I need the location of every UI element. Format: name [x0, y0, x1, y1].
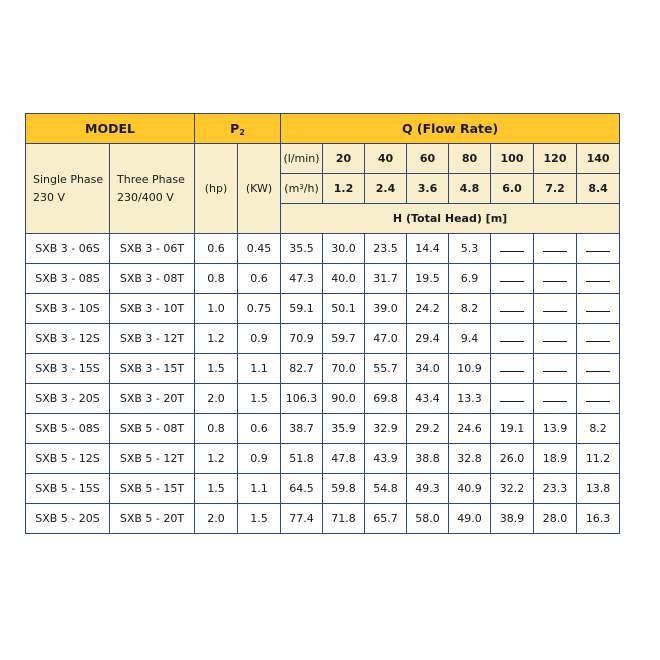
no-value-dash [500, 305, 524, 312]
head-value-cell: 26.0 [491, 444, 534, 474]
head-value-cell: 40.9 [449, 474, 491, 504]
head-value-cell [491, 354, 534, 384]
head-value-cell [534, 384, 577, 414]
m3h-unit: $(m^3/h)$ [281, 174, 323, 204]
head-value-cell: 71.8 [323, 504, 365, 534]
head-value-cell: 59.1 [281, 294, 323, 324]
table-row [26, 474, 620, 504]
head-value-cell: 43.9 [365, 444, 407, 474]
head-value-cell: 64.5 [281, 474, 323, 504]
no-value-dash [500, 275, 524, 282]
head-value-cell: 38.9 [491, 504, 534, 534]
table-row [26, 444, 620, 474]
head-value-cell [491, 234, 534, 264]
model-three-cell: SXB 3 - 12T [110, 324, 195, 354]
head-value-cell: 24.6 [449, 414, 491, 444]
no-value-dash [543, 365, 567, 372]
model-three-cell: SXB 3 - 20T [110, 384, 195, 414]
head-value-cell: 43.4 [407, 384, 449, 414]
head-value-cell: 30.0 [323, 234, 365, 264]
flow-lmin-cell: 80 [449, 144, 491, 174]
hp-value-cell: 1.2 [195, 324, 238, 354]
head-value-cell: 32.9 [365, 414, 407, 444]
no-value-dash [500, 245, 524, 252]
head-value-cell: 70.9 [281, 324, 323, 354]
head-value-cell: 70.0 [323, 354, 365, 384]
lmin-unit: (l/min) [281, 144, 323, 174]
kw-value-cell: 0.9 [238, 324, 281, 354]
head-value-cell: 39.0 [365, 294, 407, 324]
model-single-cell: SXB 3 - 15S [26, 354, 110, 384]
model-single-cell: SXB 3 - 10S [26, 294, 110, 324]
head-value-cell: 29.4 [407, 324, 449, 354]
hp-value-cell: 0.8 [195, 264, 238, 294]
model-three-cell: SXB 5 - 08T [110, 414, 195, 444]
table-row [26, 384, 620, 414]
hp-value-cell: 2.0 [195, 504, 238, 534]
head-value-cell: 49.3 [407, 474, 449, 504]
single-phase-header: Single Phase 230 V [26, 144, 110, 234]
kw-header: (KW) [238, 144, 281, 234]
head-value-cell: 35.9 [323, 414, 365, 444]
head-value-cell: 24.2 [407, 294, 449, 324]
no-value-dash [586, 305, 610, 312]
head-value-cell: 35.5 [281, 234, 323, 264]
head-value-cell: 31.7 [365, 264, 407, 294]
model-single-cell: SXB 3 - 08S [26, 264, 110, 294]
head-value-cell: 40.0 [323, 264, 365, 294]
flow-m3h-cell: 1.2 [323, 174, 365, 204]
three-phase-header: Three Phase 230/400 V [110, 144, 195, 234]
head-value-cell [491, 264, 534, 294]
table-row [26, 354, 620, 384]
no-value-dash [543, 245, 567, 252]
hp-value-cell: 1.0 [195, 294, 238, 324]
head-value-cell: 8.2 [577, 414, 620, 444]
head-value-cell [577, 384, 620, 414]
no-value-dash [543, 275, 567, 282]
head-value-cell: 32.8 [449, 444, 491, 474]
header-row-groups [26, 114, 620, 144]
head-value-cell: 59.7 [323, 324, 365, 354]
table-row [26, 324, 620, 354]
no-value-dash [543, 305, 567, 312]
no-value-dash [586, 365, 610, 372]
table-body [26, 114, 620, 234]
model-single-cell: SXB 5 - 08S [26, 414, 110, 444]
model-single-cell: SXB 5 - 20S [26, 504, 110, 534]
no-value-dash [500, 365, 524, 372]
head-value-cell: 23.5 [365, 234, 407, 264]
head-value-cell: 6.9 [449, 264, 491, 294]
head-value-cell: 59.8 [323, 474, 365, 504]
no-value-dash [500, 395, 524, 402]
head-value-cell: 8.2 [449, 294, 491, 324]
head-value-cell [491, 384, 534, 414]
head-value-cell [534, 354, 577, 384]
head-value-cell: 90.0 [323, 384, 365, 414]
head-value-cell: 14.4 [407, 234, 449, 264]
kw-value-cell: 1.1 [238, 354, 281, 384]
kw-value-cell: 0.45 [238, 234, 281, 264]
p2-header: P2 [195, 114, 281, 144]
head-value-cell: 54.8 [365, 474, 407, 504]
head-value-cell: 38.7 [281, 414, 323, 444]
model-three-cell: SXB 5 - 12T [110, 444, 195, 474]
head-value-cell: 50.1 [323, 294, 365, 324]
kw-value-cell: 1.1 [238, 474, 281, 504]
hp-header: (hp) [195, 144, 238, 234]
flow-lmin-cell: 60 [407, 144, 449, 174]
head-value-cell: 65.7 [365, 504, 407, 534]
head-value-cell: 28.0 [534, 504, 577, 534]
head-value-cell: 19.5 [407, 264, 449, 294]
kw-value-cell: 0.6 [238, 414, 281, 444]
table-row [26, 504, 620, 534]
head-value-cell: 11.2 [577, 444, 620, 474]
flow-lmin-cell: 20 [323, 144, 365, 174]
flow-m3h-cell: 7.2 [534, 174, 577, 204]
head-value-cell: 23.3 [534, 474, 577, 504]
header-row-lmin [26, 144, 620, 174]
head-value-cell: 10.9 [449, 354, 491, 384]
head-value-cell [534, 294, 577, 324]
head-value-cell: 51.8 [281, 444, 323, 474]
flow-m3h-cell: 8.4 [577, 174, 620, 204]
head-value-cell: 55.7 [365, 354, 407, 384]
kw-value-cell: 1.5 [238, 384, 281, 414]
hp-value-cell: 1.5 [195, 474, 238, 504]
no-value-dash [543, 395, 567, 402]
hp-value-cell: 0.8 [195, 414, 238, 444]
head-value-cell: 19.1 [491, 414, 534, 444]
head-value-cell [534, 324, 577, 354]
no-value-dash [586, 245, 610, 252]
head-value-cell: 29.2 [407, 414, 449, 444]
model-single-cell: SXB 3 - 12S [26, 324, 110, 354]
flow-lmin-cell: 140 [577, 144, 620, 174]
no-value-dash [500, 335, 524, 342]
head-value-cell: 13.8 [577, 474, 620, 504]
model-header: MODEL [26, 114, 195, 144]
model-three-cell: SXB 5 - 15T [110, 474, 195, 504]
model-three-cell: SXB 5 - 20T [110, 504, 195, 534]
hp-value-cell: 1.2 [195, 444, 238, 474]
total-head-header: H (Total Head) [m] [281, 204, 620, 234]
head-value-cell [577, 264, 620, 294]
head-value-cell [577, 234, 620, 264]
no-value-dash [586, 395, 610, 402]
model-single-cell: SXB 3 - 06S [26, 234, 110, 264]
model-three-cell: SXB 3 - 08T [110, 264, 195, 294]
data-rows [26, 234, 620, 534]
head-value-cell: 106.3 [281, 384, 323, 414]
no-value-dash [543, 335, 567, 342]
head-value-cell: 18.9 [534, 444, 577, 474]
no-value-dash [586, 335, 610, 342]
kw-value-cell: 0.6 [238, 264, 281, 294]
flow-m3h-cell: 6.0 [491, 174, 534, 204]
head-value-cell [577, 354, 620, 384]
flow-rate-header: Q (Flow Rate) [281, 114, 620, 144]
model-three-cell: SXB 3 - 15T [110, 354, 195, 384]
flow-lmin-cell: 40 [365, 144, 407, 174]
head-value-cell: 69.8 [365, 384, 407, 414]
flow-m3h-cell: 2.4 [365, 174, 407, 204]
flow-m3h-cell: 4.8 [449, 174, 491, 204]
head-value-cell [534, 234, 577, 264]
head-value-cell: 77.4 [281, 504, 323, 534]
flow-lmin-cell: 100 [491, 144, 534, 174]
head-value-cell [534, 264, 577, 294]
model-three-cell: SXB 3 - 10T [110, 294, 195, 324]
model-single-cell: SXB 5 - 12S [26, 444, 110, 474]
head-value-cell: 32.2 [491, 474, 534, 504]
head-value-cell: 9.4 [449, 324, 491, 354]
head-value-cell [577, 294, 620, 324]
head-value-cell: 13.3 [449, 384, 491, 414]
hp-value-cell: 1.5 [195, 354, 238, 384]
head-value-cell: 49.0 [449, 504, 491, 534]
model-three-cell: SXB 3 - 06T [110, 234, 195, 264]
head-value-cell [491, 324, 534, 354]
flow-m3h-cell: 3.6 [407, 174, 449, 204]
head-value-cell: 47.8 [323, 444, 365, 474]
head-value-cell: 16.3 [577, 504, 620, 534]
no-value-dash [586, 275, 610, 282]
kw-value-cell: 0.9 [238, 444, 281, 474]
hp-value-cell: 2.0 [195, 384, 238, 414]
head-value-cell: 58.0 [407, 504, 449, 534]
head-value-cell: 34.0 [407, 354, 449, 384]
model-single-cell: SXB 5 - 15S [26, 474, 110, 504]
pump-spec-table [25, 113, 620, 534]
head-value-cell: 13.9 [534, 414, 577, 444]
head-value-cell: 5.3 [449, 234, 491, 264]
table-row [26, 264, 620, 294]
table-row [26, 234, 620, 264]
hp-value-cell: 0.6 [195, 234, 238, 264]
head-value-cell [577, 324, 620, 354]
table-row [26, 414, 620, 444]
table-row [26, 294, 620, 324]
head-value-cell: 38.8 [407, 444, 449, 474]
head-value-cell: 82.7 [281, 354, 323, 384]
kw-value-cell: 1.5 [238, 504, 281, 534]
model-single-cell: SXB 3 - 20S [26, 384, 110, 414]
flow-lmin-cell: 120 [534, 144, 577, 174]
head-value-cell [491, 294, 534, 324]
kw-value-cell: 0.75 [238, 294, 281, 324]
head-value-cell: 47.0 [365, 324, 407, 354]
head-value-cell: 47.3 [281, 264, 323, 294]
